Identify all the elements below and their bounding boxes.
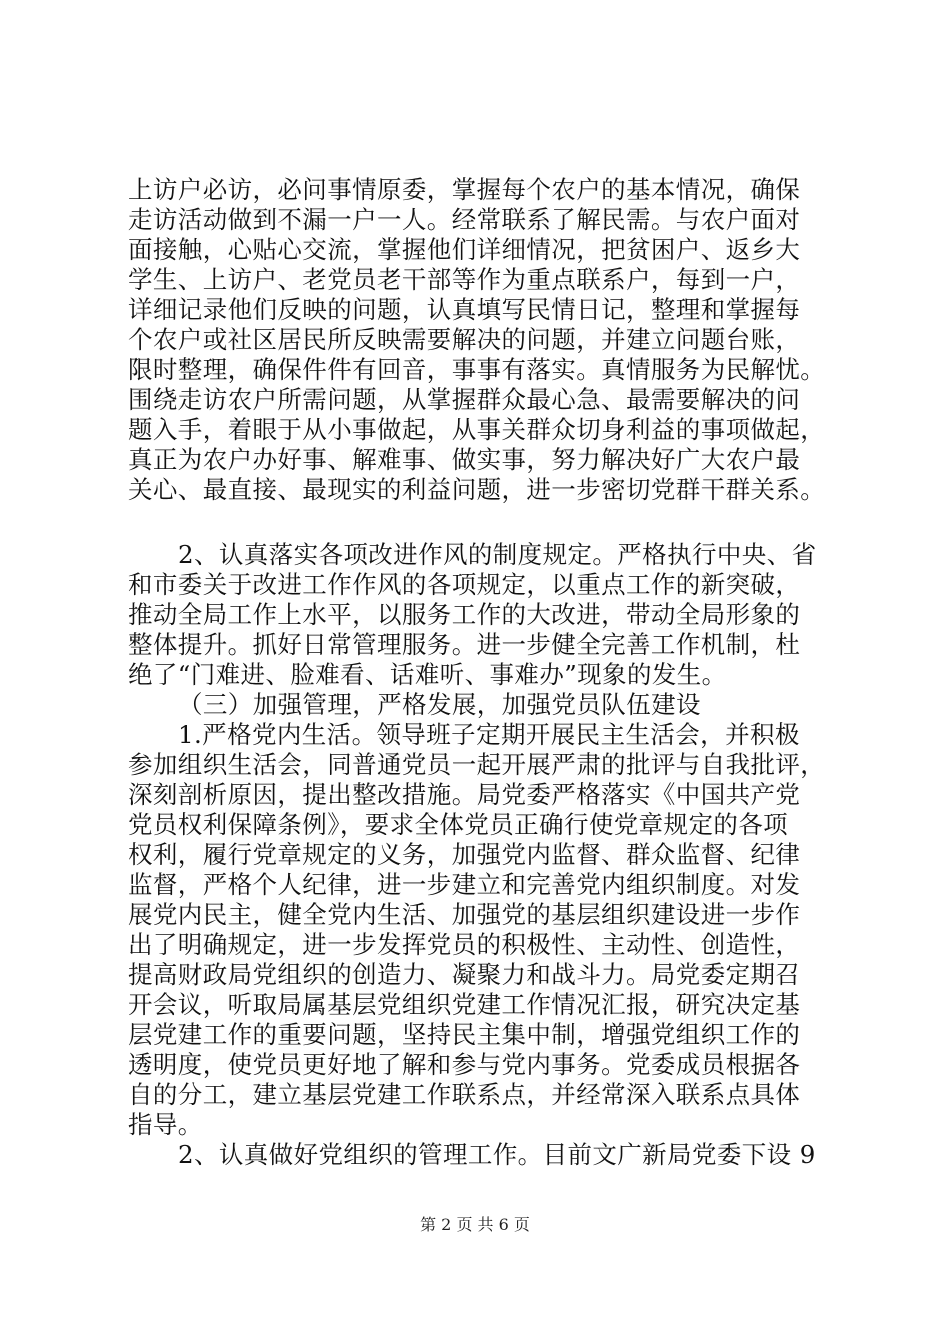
- text-line: 上访户必访，必问事情原委，掌握每个农户的基本情况，确保: [128, 175, 801, 204]
- text-line: 绝了“门难进、脸难看、话难听、事难办”现象的发生。: [128, 660, 727, 689]
- page-number-footer: 第 2 页 共 6 页: [420, 1215, 530, 1234]
- section-heading: （三）加强管理，严格发展，加强党员队伍建设: [178, 690, 701, 719]
- paragraph-start-line: 1.严格党内生活。领导班子定期开展民主生活会，并积极: [178, 720, 800, 749]
- text-line: 出了明确规定，进一步发挥党员的积极性、主动性、创造性，: [128, 930, 801, 959]
- text-line: 权利，履行党章规定的义务，加强党内监督、群众监督、纪律: [128, 840, 801, 869]
- text-line: 面接触，心贴心交流，掌握他们详细情况，把贫困户、返乡大: [128, 235, 801, 264]
- text-line: 走访活动做到不漏一户一人。经常联系了解民需。与农户面对: [128, 205, 801, 234]
- text-line: 指导。: [128, 1110, 203, 1139]
- text-line: 个农户或社区居民所反映需要解决的问题，并建立问题台账，: [128, 325, 801, 354]
- text-line: 详细记录他们反映的问题，认真填写民情日记，整理和掌握每: [128, 295, 801, 324]
- text-line: 真正为农户办好事、解难事、做实事，努力解决好广大农户最: [128, 445, 801, 474]
- text-line: 透明度，使党员更好地了解和参与党内事务。党委成员根据各: [128, 1050, 801, 1079]
- paragraph-start-line: 2、认真落实各项改进作风的制度规定。严格执行中央、省: [178, 540, 817, 569]
- text-line: 题入手，着眼于从小事做起，从事关群众切身利益的事项做起，: [128, 415, 826, 444]
- text-line: 和市委关于改进工作作风的各项规定，以重点工作的新突破，: [128, 570, 801, 599]
- text-line: 限时整理，确保件件有回音，事事有落实。真情服务为民解忧。: [128, 355, 826, 384]
- text-line: 层党建工作的重要问题，坚持民主集中制，增强党组织工作的: [128, 1020, 801, 1049]
- text-line: 整体提升。抓好日常管理服务。进一步健全完善工作机制，杜: [128, 630, 801, 659]
- text-line: 监督，严格个人纪律，进一步建立和完善党内组织制度。对发: [128, 870, 801, 899]
- text-line: 提高财政局党组织的创造力、凝聚力和战斗力。局党委定期召: [128, 960, 801, 989]
- text-line: 展党内民主，健全党内生活、加强党的基层组织建设进一步作: [128, 900, 801, 929]
- text-line: 开会议，听取局属基层党组织党建工作情况汇报，研究决定基: [128, 990, 801, 1019]
- text-line: 深刻剖析原因，提出整改措施。局党委严格落实《中国共产党: [128, 780, 801, 809]
- text-line: 推动全局工作上水平，以服务工作的大改进，带动全局形象的: [128, 600, 801, 629]
- text-line: 围绕走访农户所需问题，从掌握群众最心急、最需要解决的问: [128, 385, 801, 414]
- text-line: 参加组织生活会，同普通党员一起开展严肃的批评与自我批评，: [128, 750, 826, 779]
- text-line: 党员权利保障条例》，要求全体党员正确行使党章规定的各项: [128, 810, 789, 839]
- text-line: 学生、上访户、老党员老干部等作为重点联系户，每到一户，: [128, 265, 801, 294]
- text-line: 自的分工，建立基层党建工作联系点，并经常深入联系点具体: [128, 1080, 801, 1109]
- text-line: 关心、最直接、最现实的利益问题，进一步密切党群干群关系。: [128, 475, 826, 504]
- paragraph-start-line: 2、认真做好党组织的管理工作。目前文广新局党委下设 9: [178, 1140, 816, 1169]
